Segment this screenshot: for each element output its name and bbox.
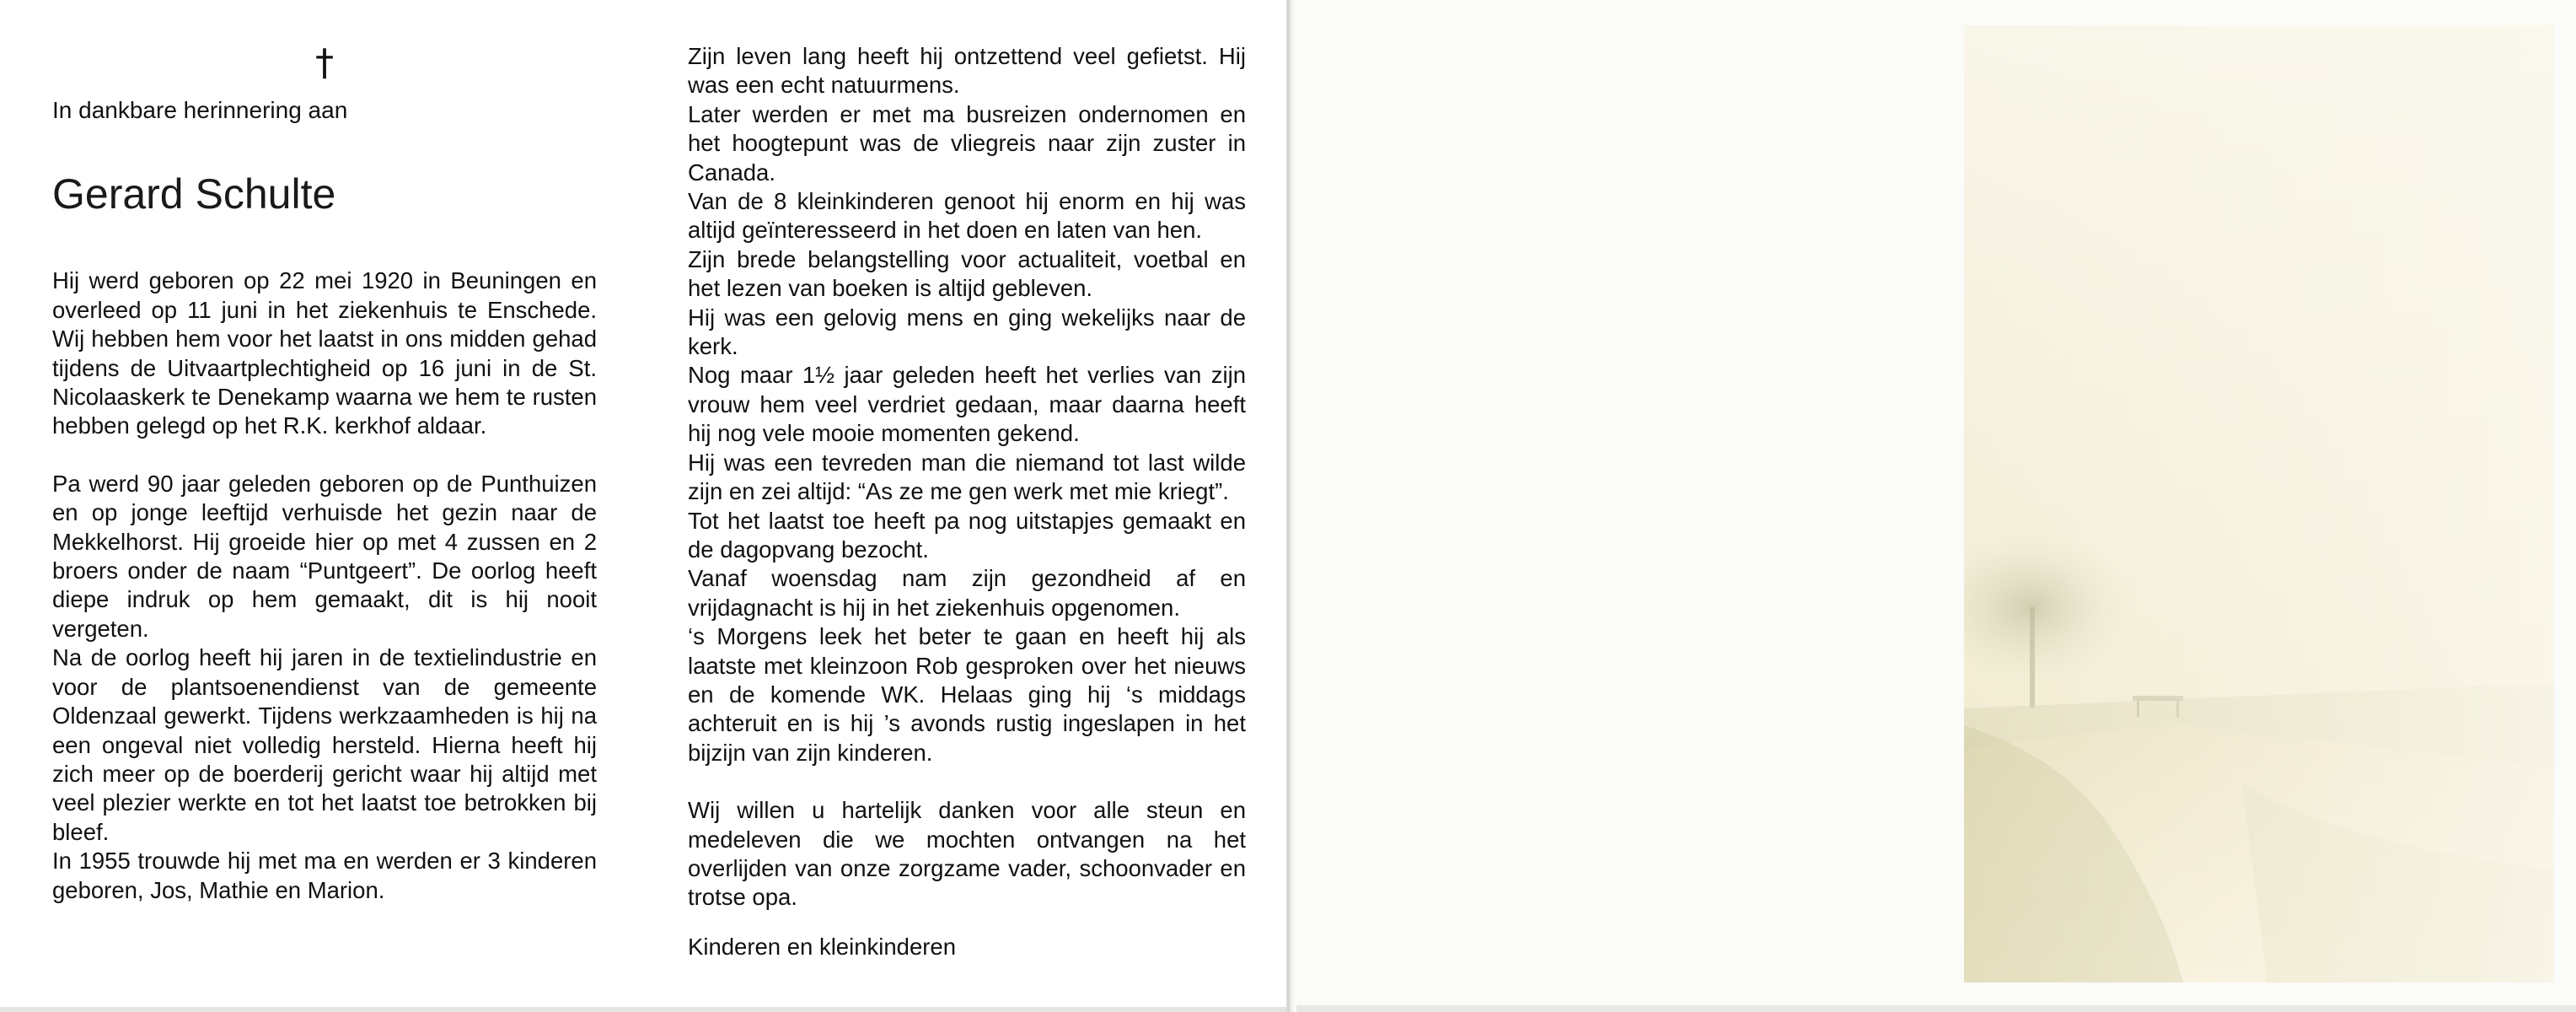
paragraph-cycling: Zijn leven lang heeft hij ontzettend veel gefietst. Hij was een echt natuurmens. <box>688 43 1246 99</box>
paragraph-last-day: ‘s Morgens leek het beter te gaan en heeft hij als laatste met kleinzoon Rob gesproken over het nieuws en de komende WK. Helaas ging hij ‘s middags achteruit en is hij ’s avonds rustig ingeslapen in het bijzijn van zijn kinderen. <box>688 623 1246 766</box>
left-column <box>52 42 597 905</box>
intro-text: In dankbare herinnering aan <box>52 97 348 123</box>
paragraph-daycare: Tot het laatst toe heeft pa nog uitstapjes gemaakt en de dagopvang bezocht. <box>688 507 1246 563</box>
signature: Kinderen en kleinkinderen <box>688 933 956 960</box>
paragraph-travel: Later werden er met ma busreizen ondernomen en het hoogtepunt was de vliegreis naar zijn zuster in Canada. <box>688 100 1246 186</box>
paragraph-hospital: Vanaf woensdag nam zijn gezondheid af en vrijdagnacht is hij in het ziekenhuis opgenomen. <box>688 565 1246 621</box>
paragraph-marriage: In 1955 trouwde hij met ma en werden er 3 kinderen geboren, Jos, Mathie en Marion. <box>52 848 597 903</box>
paragraph-faith: Hij was een gelovig mens en ging wekelijks naar de kerk. <box>688 304 1246 360</box>
paragraph-work: Na de oorlog heeft hij jaren in de textielindustrie en voor de plantsoenendienst van de gemeente Oldenzaal gewerkt. Tijdens werkzaamheden is hij na een ongeval niet volledig hersteld. Hierna heeft hij zich meer op de boerderij gericht waar hij altijd met veel plezier werkte en tot het laatst toe betrokken bij bleef. <box>52 644 597 845</box>
misty-canal-photo <box>1964 25 2554 982</box>
paragraph-loss: Nog maar 1½ jaar geleden heeft het verlies van zijn vrouw hem veel verdriet gedaan, maar daarna heeft hij nog vele mooie momenten gekend. <box>688 362 1246 447</box>
cross-icon: † <box>315 41 334 84</box>
paragraph-birth-death: Hij werd geboren op 22 mei 1920 in Beuningen en overleed op 11 juni in het ziekenhuis te Enschede. Wij hebben hem voor het laatst in ons midden gehad tijdens de Uitvaartplechtigheid op 16 juni in de St. Nicolaaskerk te Denekamp waarna we hem te rusten hebben gelegd op het R.K. kerkhof aldaar. <box>52 267 597 439</box>
paragraph-character: Hij was een tevreden man die niemand tot last wilde zijn en zei altijd: “As ze me gen werk met mie kriegt”. <box>688 449 1246 505</box>
paragraph-thanks: Wij willen u hartelijk danken voor alle steun en medeleven die we mochten ontvangen na het overlijden van onze zorgzame vader, schoonvader en trotse opa. <box>688 797 1246 911</box>
deceased-name: Gerard Schulte <box>52 170 336 218</box>
right-column <box>688 42 1246 961</box>
card-fold <box>1288 0 1296 1012</box>
paragraph-interests: Zijn brede belangstelling voor actualiteit, voetbal en het lezen van boeken is altijd gebleven. <box>688 245 1246 302</box>
paragraph-grandchildren: Van de 8 kleinkinderen genoot hij enorm en hij was altijd geïnteresseerd in het doen en laten van hen. <box>688 188 1246 244</box>
paragraph-youth: Pa werd 90 jaar geleden geboren op de Punthuizen en op jonge leeftijd verhuisde het gezin naar de Mekkelhorst. Hij groeide hier op met 4 zussen en 2 broers onder de naam “Puntgeert”. De oorlog heeft diepe indruk op hem gemaakt, dit is hij nooit vergeten. <box>52 470 597 642</box>
